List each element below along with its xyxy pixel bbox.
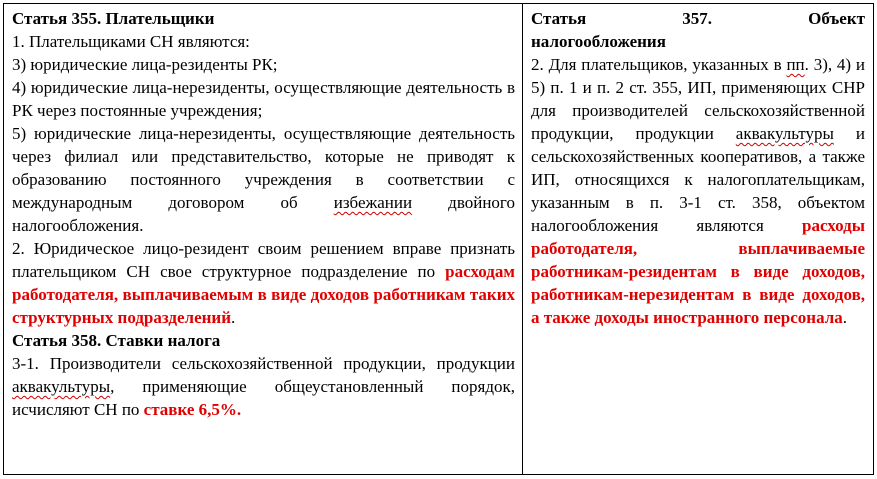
article-355-item-3: 3) юридические лица-резиденты РК; xyxy=(12,55,278,74)
heading-word-1: Статья xyxy=(531,9,587,28)
article-355-item-4: 4) юридические лица-нерезиденты, осуществляющие деятельность в РК через постоянные учреждения; xyxy=(12,78,515,120)
paragraph-2-highlight: расходам работодателя, выплачиваемым в виде доходов работникам таких структурных подразделений xyxy=(12,262,515,327)
item-5-text-b: двойного налогообложения. xyxy=(12,193,515,235)
spellcheck-word-izbezhanii: избежании xyxy=(333,193,413,212)
article-355-heading: Статья 355. Плательщики xyxy=(12,9,215,28)
spellcheck-word-akvakultury: аквакультуры xyxy=(735,124,834,143)
article-358-heading: Статья 358. Ставки налога xyxy=(12,331,221,350)
heading-word-2: 357. xyxy=(682,9,713,28)
paragraph-2-text: 2. Юридическое лицо-резидент своим решением вправе признать плательщиком СН свое структурное подразделение по xyxy=(12,239,515,281)
paragraph-highlight: расходы работодателя, выплачиваемые работникам-резидентам в виде доходов, работникам-нерезидентам в виде доходов, а также доходы иностранного персонала xyxy=(531,216,865,327)
item-3-1-text-a: 3-1. Производители сельскохозяйственной продукции, продукции xyxy=(12,354,515,373)
spellcheck-word-pp: пп xyxy=(786,55,805,74)
article-357-heading-line-2: налогообложения xyxy=(531,32,666,51)
article-355-paragraph-2 xyxy=(12,237,515,329)
article-355-item-1: 1. Плательщиками СН являются: xyxy=(12,32,250,51)
article-357-paragraph-2 xyxy=(531,53,865,329)
paragraph-text-c: и сельскохозяйственных кооперативов, а также ИП, относящихся к налогоплательщикам, указанным в п. 3-1 ст. 358, объектом налогообложения являются xyxy=(531,124,865,235)
item-3-1-text-b: , применяющие общеустановленный порядок, исчисляют СН по xyxy=(12,377,515,419)
paragraph-text-b: . 3), 4) и 5) п. 1 и п. 2 ст. 355, ИП, применяющих СНР для производителей сельскохозяйственной продукции, продукции xyxy=(531,55,866,143)
paragraph-end: . xyxy=(842,308,848,327)
spellcheck-word-akvakultury: аквакультуры xyxy=(12,377,111,396)
document-table xyxy=(3,3,874,475)
item-3-1-rate: ставке 6,5%. xyxy=(143,400,242,419)
left-column xyxy=(4,4,523,474)
paragraph-2-end: . xyxy=(231,308,236,327)
article-355-item-5 xyxy=(12,122,515,237)
right-column xyxy=(523,4,873,474)
heading-word-3: Объект xyxy=(808,9,865,28)
article-358-item-3-1 xyxy=(12,352,515,421)
article-357-heading-line-1 xyxy=(531,7,865,30)
item-5-text-a: 5) юридические лица-нерезиденты, осуществляющие деятельность через филиал или представительство, которые не приводят к образованию постоянного учреждения в соответствии с международным договором об xyxy=(12,124,515,212)
paragraph-text-a: 2. Для плательщиков, указанных в xyxy=(531,55,787,74)
